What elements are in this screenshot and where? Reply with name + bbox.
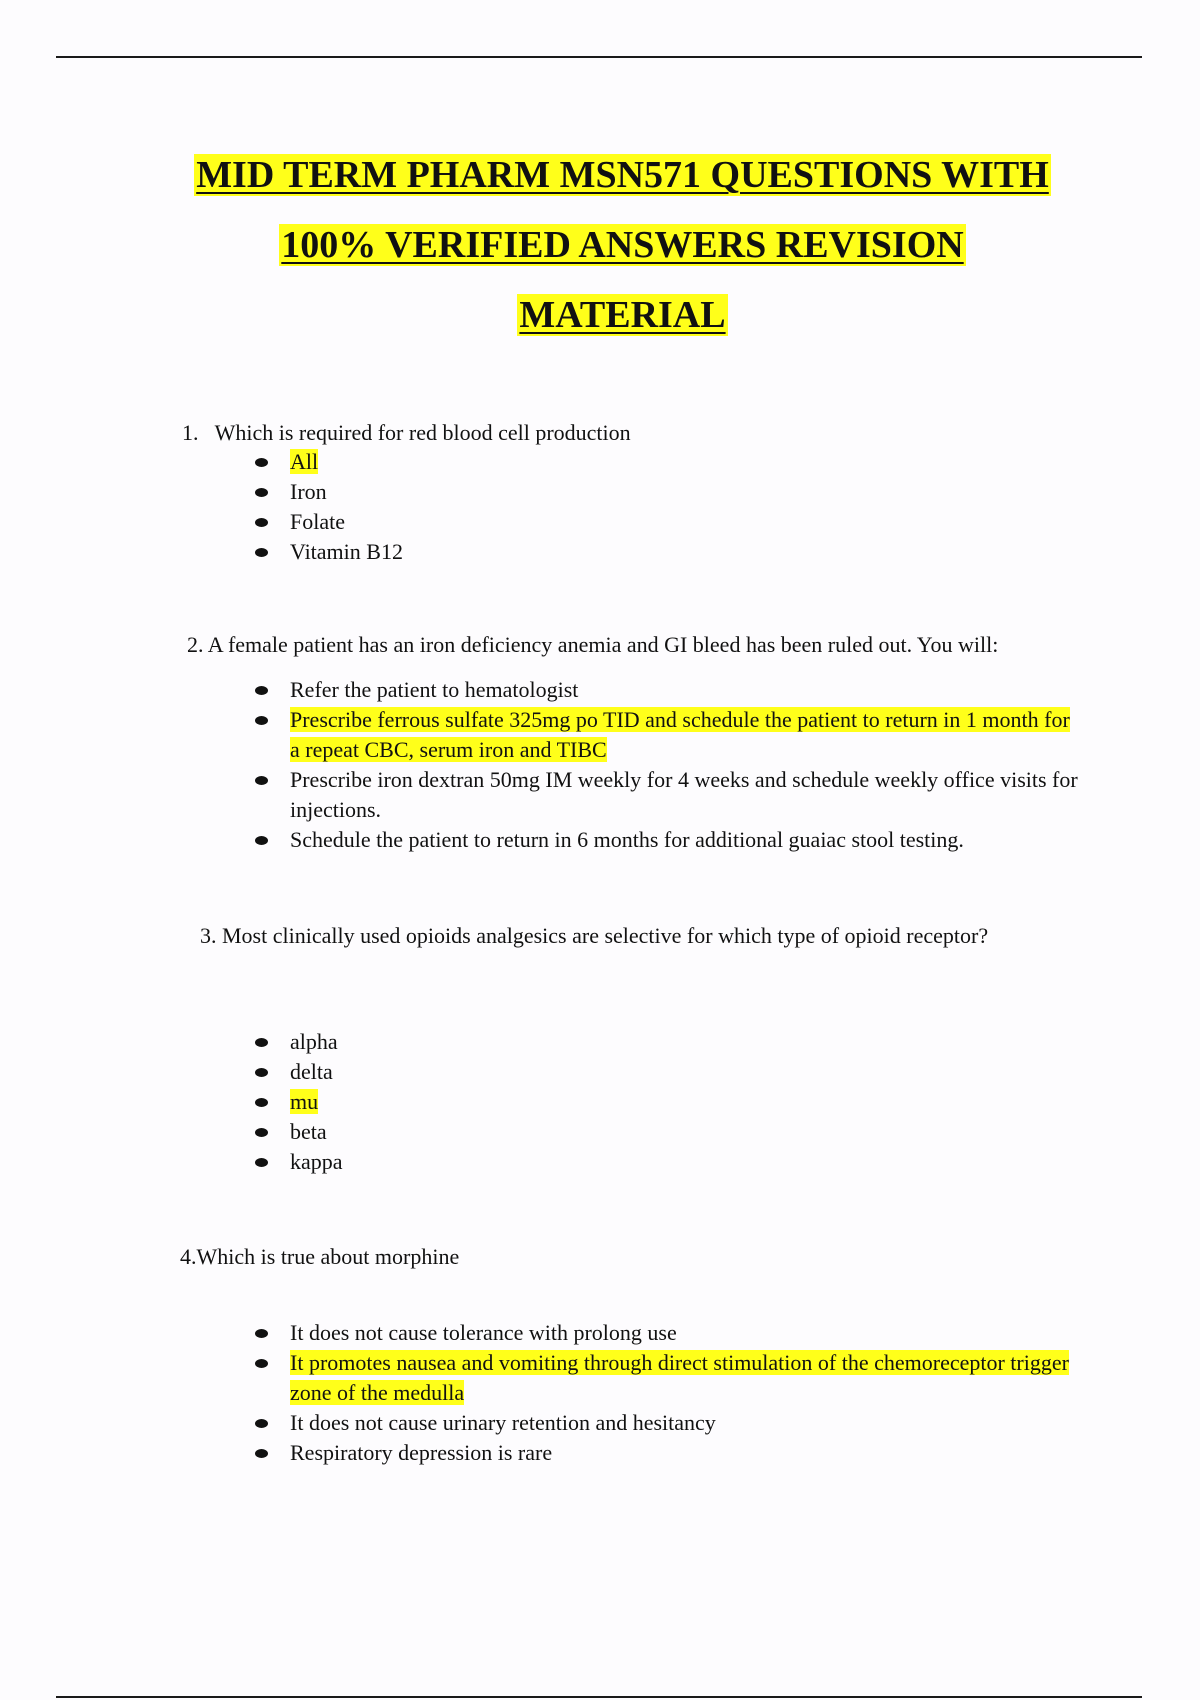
list-item	[255, 1117, 343, 1147]
bullet-icon	[255, 1098, 268, 1107]
list-item	[255, 675, 1085, 705]
list-item	[255, 1438, 1090, 1468]
bullet-icon	[255, 1359, 268, 1368]
bullet-icon	[255, 776, 268, 785]
bullet-icon	[255, 1158, 268, 1167]
bullet-icon	[255, 1128, 268, 1137]
list-item	[255, 1147, 343, 1177]
list-item	[255, 1408, 1090, 1438]
document-title	[0, 140, 1200, 350]
question-2-prompt: 2. A female patient has an iron deficiency anemia and GI bleed has been ruled out. You will:	[187, 632, 999, 657]
option-text: It does not cause urinary retention and hesitancy	[290, 1410, 716, 1435]
list-item	[255, 507, 403, 537]
bullet-icon	[255, 548, 268, 557]
list-item	[255, 1027, 343, 1057]
title-line-3: MATERIAL	[519, 294, 726, 336]
question-4-options	[255, 1318, 1090, 1468]
title-line-2: 100% VERIFIED ANSWERS REVISION	[281, 224, 964, 266]
question-3-prompt: 3. Most clinically used opioids analgesics are selective for which type of opioid receptor?	[200, 923, 989, 948]
list-item	[255, 1318, 1090, 1348]
question-3-options	[255, 1027, 343, 1177]
option-text: kappa	[290, 1149, 343, 1174]
option-text-answer: All	[290, 449, 319, 474]
option-text-answer: Prescribe ferrous sulfate 325mg po TID and schedule the patient to return in 1 month for a repeat CBC, serum iron and TIBC	[290, 707, 1070, 762]
bullet-icon	[255, 518, 268, 527]
option-text: beta	[290, 1119, 327, 1144]
option-text: Schedule the patient to return in 6 months for additional guaiac stool testing.	[290, 827, 964, 852]
option-text: alpha	[290, 1029, 338, 1054]
list-item	[255, 1087, 343, 1117]
option-text: delta	[290, 1059, 333, 1084]
question-4-prompt: 4.Which is true about morphine	[180, 1244, 460, 1269]
bullet-icon	[255, 686, 268, 695]
list-item	[255, 825, 1085, 855]
bottom-rule	[56, 1696, 1142, 1698]
option-text: Prescribe iron dextran 50mg IM weekly for 4 weeks and schedule weekly office visits for injections.	[290, 767, 1078, 822]
option-text: Folate	[290, 509, 345, 534]
option-text-answer: It promotes nausea and vomiting through direct stimulation of the chemoreceptor trigger zone of the medulla	[290, 1350, 1069, 1405]
question-1-prompt: 1. Which is required for red blood cell production	[182, 420, 631, 445]
list-item	[255, 477, 403, 507]
list-item	[255, 705, 1085, 765]
title-line-1: MID TERM PHARM MSN571 QUESTIONS WITH	[196, 154, 1049, 196]
option-text: Vitamin B12	[290, 539, 403, 564]
top-rule	[56, 56, 1142, 58]
list-item	[255, 447, 403, 477]
bullet-icon	[255, 1419, 268, 1428]
bullet-icon	[255, 716, 268, 725]
list-item	[255, 1057, 343, 1087]
list-item	[255, 1348, 1090, 1408]
question-2-options	[255, 675, 1085, 855]
option-text-answer: mu	[290, 1089, 319, 1114]
bullet-icon	[255, 1068, 268, 1077]
bullet-icon	[255, 1449, 268, 1458]
bullet-icon	[255, 458, 268, 467]
bullet-icon	[255, 836, 268, 845]
bullet-icon	[255, 488, 268, 497]
list-item	[255, 537, 403, 567]
option-text: Respiratory depression is rare	[290, 1440, 553, 1465]
list-item	[255, 765, 1085, 825]
bullet-icon	[255, 1329, 268, 1338]
option-text: Refer the patient to hematologist	[290, 677, 579, 702]
option-text: Iron	[290, 479, 327, 504]
question-1-options	[255, 447, 403, 567]
option-text: It does not cause tolerance with prolong use	[290, 1320, 677, 1345]
bullet-icon	[255, 1038, 268, 1047]
